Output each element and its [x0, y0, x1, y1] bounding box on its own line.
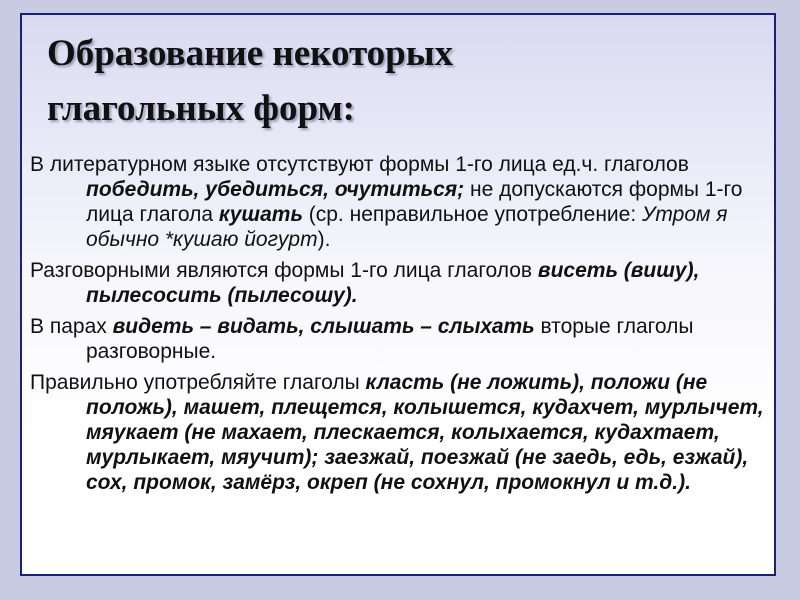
text-run: не допускаются формы 1-го лица глагола [86, 178, 743, 226]
slide-title [47, 26, 747, 136]
text-run: Разговорными являются формы 1-го лица глаголов [30, 259, 538, 282]
example-run: Утром я обычно *кушаю йогурт [86, 203, 728, 251]
title-line-2: глагольных форм: [47, 88, 355, 129]
emphasis-run: кушать [218, 203, 303, 226]
text-run: вторые глаголы разговорные. [86, 315, 694, 363]
paragraph-missing-forms [30, 152, 775, 252]
emphasis-run: видеть – видать, слышать – слыхать [112, 315, 535, 338]
text-run: Правильно употребляйте глаголы [30, 371, 366, 394]
title-line-1: Образование некоторых [47, 33, 454, 74]
text-run: (ср. неправильное употребление: [302, 203, 642, 226]
paragraph-verb-pairs [30, 314, 775, 364]
text-run: В литературном языке отсутствуют формы 1-го лица ед.ч. глаголов [30, 153, 689, 176]
text-run: В парах [30, 315, 113, 338]
slide-body [30, 152, 775, 501]
emphasis-run: класть (не ложить), положи (не положь), машет, плещется, колышется, кудахчет, мурлычет, мяукает (не махает, плескается, колыхается, кудахтает, мурлыкает, мяучит); заезжай, поезжай (не заедь, едь, езжай), сох, промок, замёрз, окреп (не сохнул, промокнул и т.д.). [86, 371, 764, 494]
emphasis-run: висеть (вишу), пылесосить (пылесошу). [86, 259, 700, 307]
paragraph-colloquial-forms [30, 258, 775, 308]
emphasis-run: победить, убедиться, очутиться; [86, 178, 465, 201]
text-run: ). [317, 228, 331, 251]
paragraph-correct-usage [30, 370, 775, 495]
